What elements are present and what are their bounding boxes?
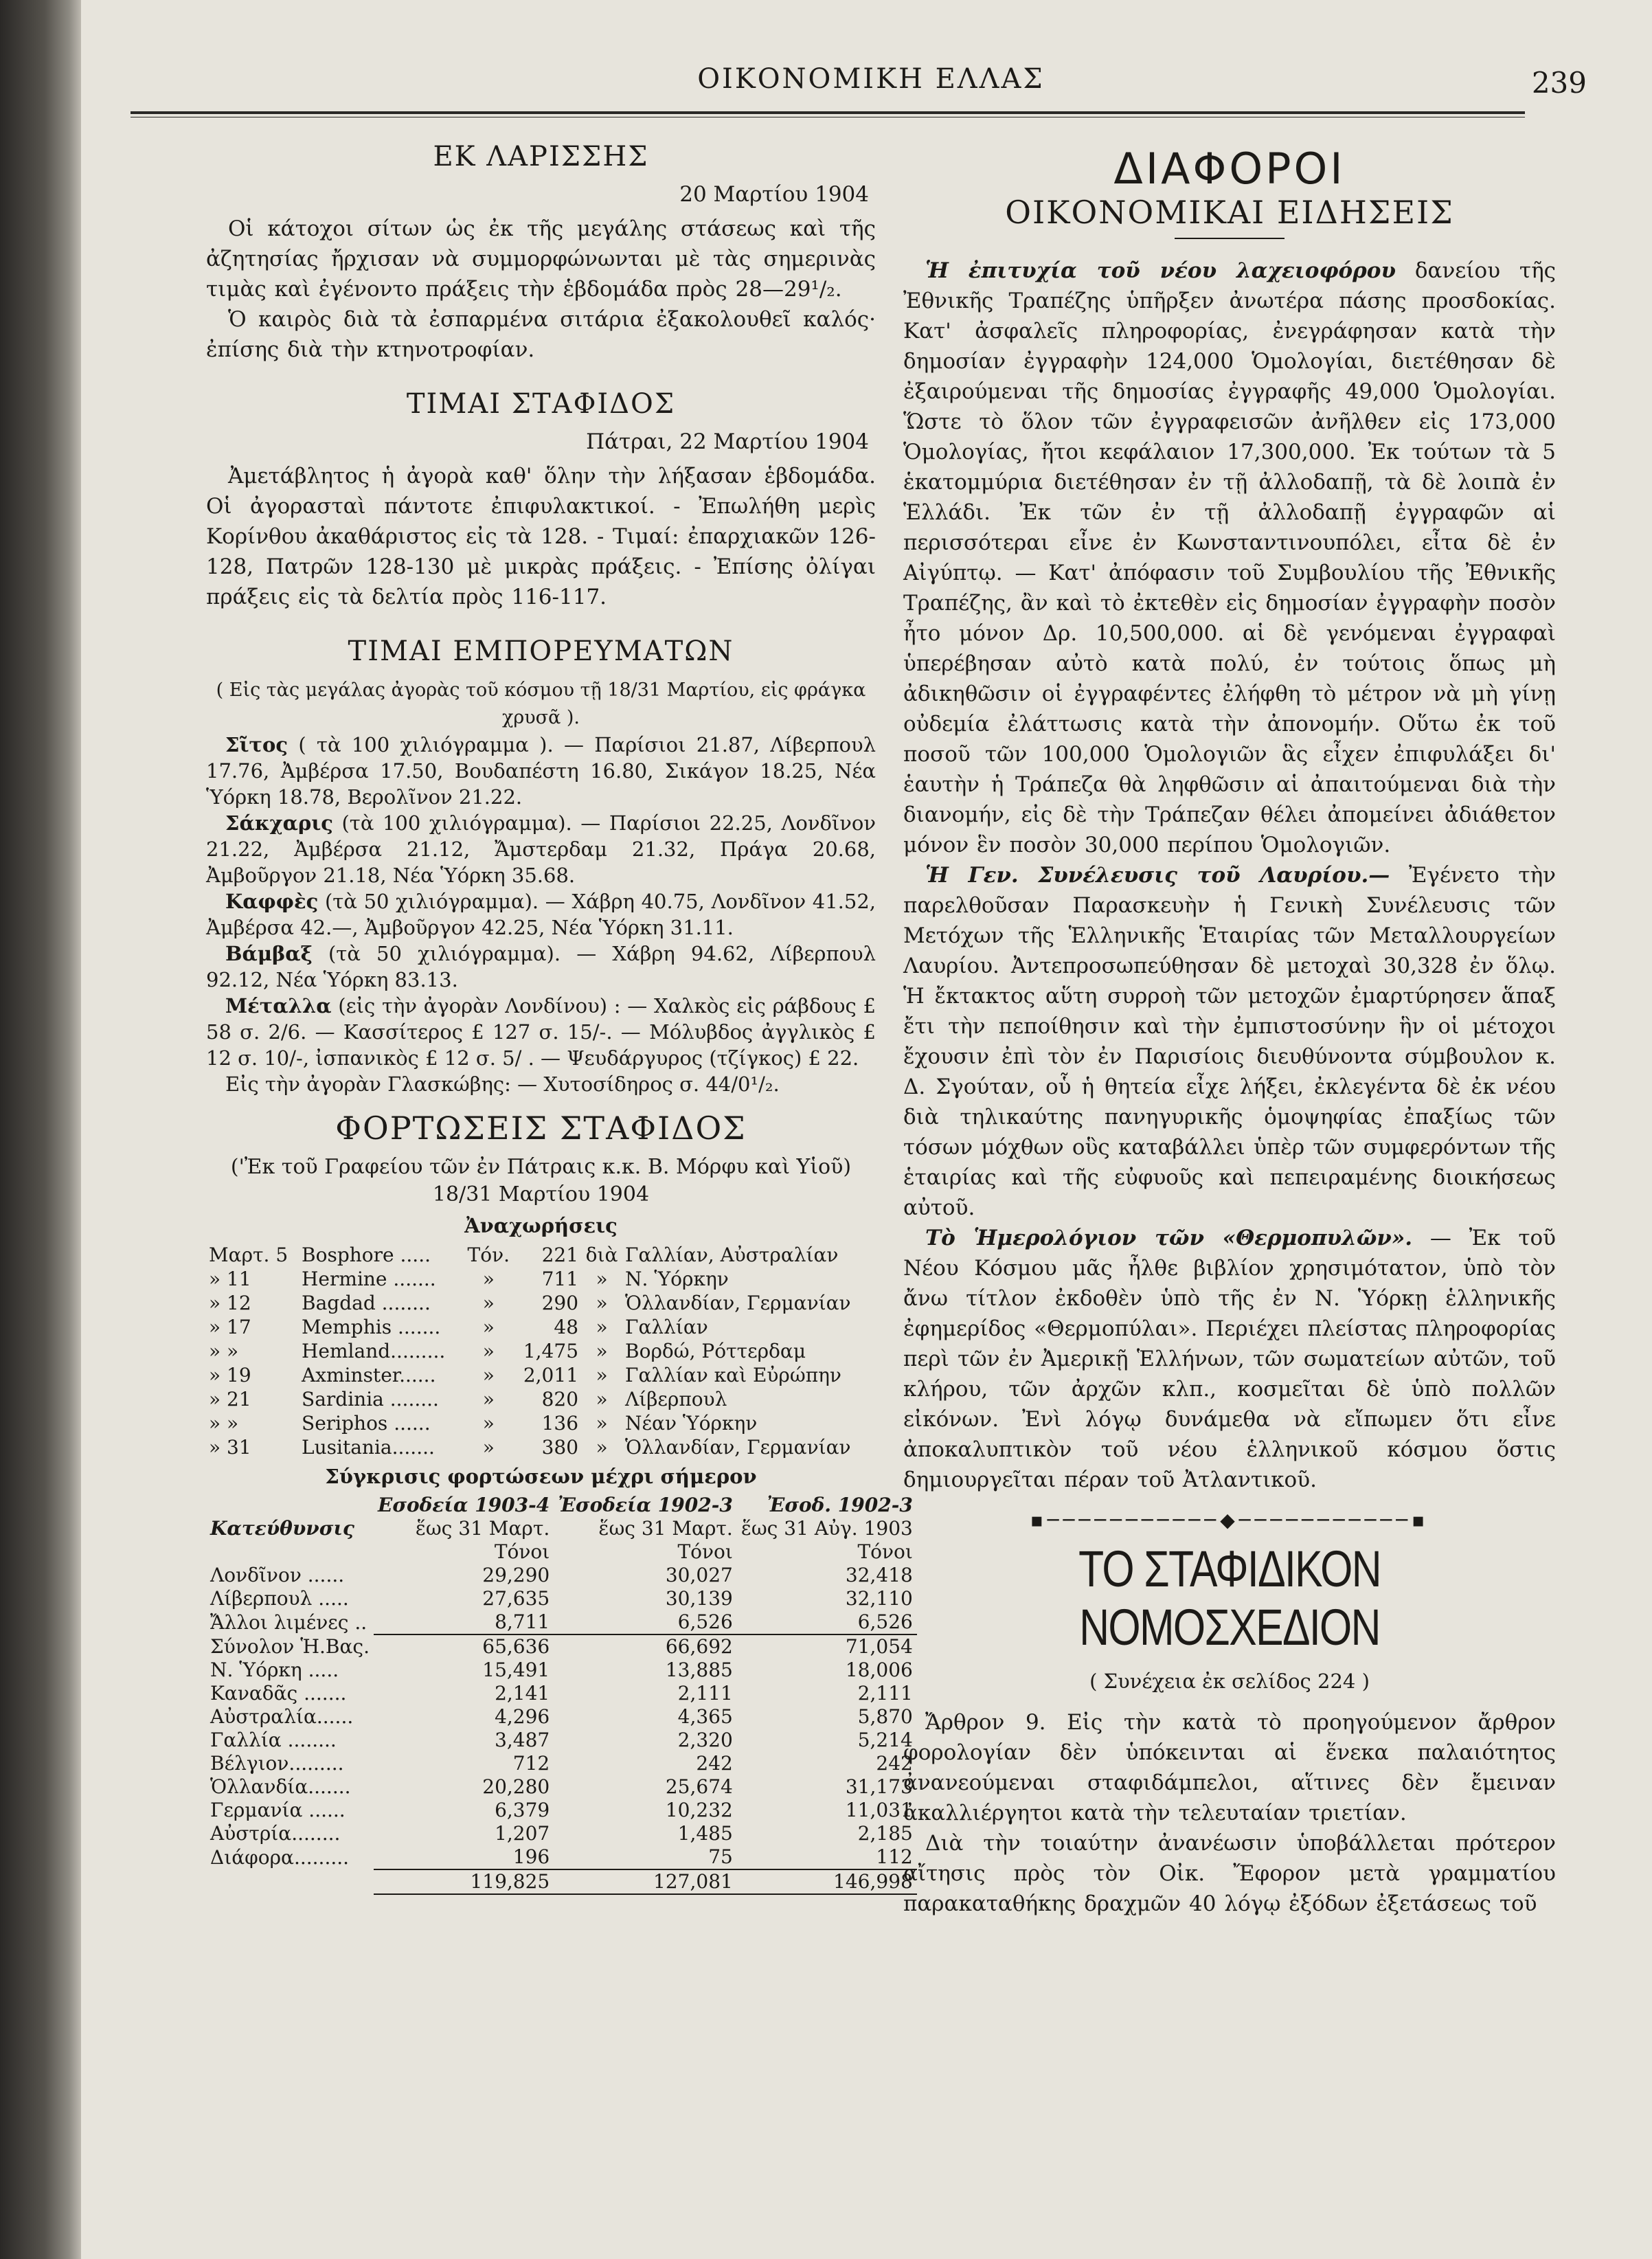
departure-day: » » bbox=[209, 1412, 239, 1435]
col-sub-2: ἕως 31 Μαρτ. bbox=[598, 1517, 733, 1540]
comparison-value: 32,418 bbox=[845, 1564, 913, 1586]
stafis-prices-title: ΤΙΜΑΙ ΣΤΑΦΙΔΟΣ bbox=[406, 388, 676, 420]
departure-row bbox=[206, 1243, 876, 1267]
departure-tons: 1,475 bbox=[523, 1340, 579, 1362]
departure-dest: Γαλλίαν bbox=[625, 1316, 708, 1338]
comparison-value: 2,111 bbox=[857, 1682, 913, 1705]
departure-ship: Seriphos ...... bbox=[302, 1412, 431, 1435]
comparison-value: 6,526 bbox=[677, 1610, 733, 1633]
commodity-text: (τὰ 50 χιλιόγραμμα). — Χάβρη 40.75, Λονδῖνον 41.52, Ἀμβέρσα 42.—, Ἀμβοῦργον 42.25, Νέα Ὑόρκη 31.11. bbox=[206, 890, 876, 939]
departure-ship: Lusitania....... bbox=[302, 1436, 435, 1459]
commodity-item bbox=[206, 888, 876, 941]
shipments-date: 18/31 Μαρτίου 1904 bbox=[432, 1182, 650, 1206]
comparison-value: 27,635 bbox=[482, 1587, 550, 1610]
comparison-value: 2,111 bbox=[677, 1682, 733, 1705]
commodity-name: Βάμβαξ bbox=[225, 942, 313, 965]
departure-unit: » bbox=[482, 1436, 495, 1459]
departure-day: » 21 bbox=[209, 1388, 251, 1411]
comparison-value: 66,692 bbox=[554, 1634, 737, 1659]
comparison-value: 15,491 bbox=[482, 1659, 550, 1681]
departure-day: » 11 bbox=[209, 1268, 251, 1290]
departure-dest: Ὁλλανδίαν, Γερμανίαν bbox=[625, 1436, 851, 1459]
lavrion-meeting-text: Ἐγένετο τὴν παρελθοῦσαν Παρασκευὴν ἡ Γενικὴ Συνέλευσις τῶν Μετόχων τῆς Ἑλληνικῆς Ἑταιρίας τῶν Μεταλλουργείων Λαυρίου. Ἀντεπροσωπεύθησαν δὲ μετοχαὶ 30,328 ἐν ὅλῳ. Ἡ ἔκτακτος αὕτη συρροὴ τῶν μετοχῶν ἐμαρτύρησεν ἅπαξ ἔτι τὴν πεποίθησιν καὶ τὴν ἐμπιστοσύνην ἣν οἱ μέτοχοι ἔχουσιν ἐπὶ τὸν ἐν Παρισίοις διευθύνοντα σύμβουλον κ. Δ. Σγούταν, οὗ ἡ θητεία εἶχε λήξει, ἐκλεγέντα δὲ ἐκ νέου διὰ τηλικαύτης πανηγυρικῆς ὁμοψηφίας ἐπαξίως τῶν τόσων μόχθων οὓς καταβάλλει ὑπὲρ τῶν συμφερόντων τῆς ἑταιρίας καὶ τῆς εὐφυοῦς καὶ πεπειραμένης διοικήσεως αὐτοῦ. bbox=[903, 863, 1556, 1220]
running-title: ΟΙΚΟΝΟΜΙΚΗ ΕΛΛΑΣ bbox=[697, 63, 1045, 95]
commodity-name: Σάκχαρις bbox=[225, 811, 333, 835]
comparison-destination: Καναδᾶς ....... bbox=[210, 1682, 347, 1705]
departure-ship: Bagdad ........ bbox=[302, 1292, 431, 1314]
departure-unit: » bbox=[482, 1340, 495, 1362]
comparison-value: 2,141 bbox=[495, 1682, 550, 1705]
comparison-value: 65,636 bbox=[374, 1634, 554, 1659]
unit-3: Τόνοι bbox=[857, 1540, 913, 1563]
comparison-value: 8,711 bbox=[495, 1610, 550, 1633]
comparison-table bbox=[206, 1494, 917, 1895]
comparison-value: 1,207 bbox=[495, 1822, 550, 1845]
comparison-value: 71,054 bbox=[737, 1634, 917, 1659]
commodity-name: Καφφὲς bbox=[225, 890, 319, 913]
page-number: 239 bbox=[1531, 66, 1587, 100]
departure-via: » bbox=[596, 1340, 608, 1362]
departure-dest: Λίβερπουλ bbox=[625, 1388, 727, 1411]
comparison-row bbox=[206, 1659, 917, 1682]
departure-ship: Bosphore ..... bbox=[302, 1244, 431, 1266]
departure-day: » 31 bbox=[209, 1436, 251, 1459]
commodity-item bbox=[206, 810, 876, 888]
thermopylae-almanac-text: — Ἐκ τοῦ Νέου Κόσμου μᾶς ἦλθε βιβλίον χρησιμότατον, ὑπὸ τὸν ἄνω τίτλον ἐκδοθὲν ὑπὸ τῆς ἐν Ν. Ὑόρκῃ ἑλληνικῆς ἐφημερίδος «Θερμοπύλαι». Περιέχει πλείστας πληροφορίας περὶ τῶν ἐν Ἀμερικῇ Ἑλλήνων, τῶν σωματείων αὐτῶν, τοῦ κλήρου, τῶν ἀρχῶν κλπ., κοσμεῖται δὲ ὑπὸ πολλῶν εἰκόνων. Ἐνὶ λόγῳ δυνάμεθα νὰ εἴπωμεν ὅτι εἶνε ἀποκαλυπτικὸν τοῦ νέου ἑλληνικοῦ κόσμου ὅστις δημιουργεῖται πέραν τοῦ Ἀτλαντικοῦ. bbox=[903, 1226, 1556, 1492]
comparison-destination: Διάφορα......... bbox=[210, 1845, 350, 1869]
commodity-list bbox=[206, 732, 876, 1071]
comparison-value: 712 bbox=[512, 1752, 550, 1775]
comparison-destination: Αὐστρία........ bbox=[210, 1822, 341, 1845]
departure-via: » bbox=[596, 1268, 608, 1290]
departure-ship: Hermine ....... bbox=[302, 1268, 436, 1290]
comparison-value: 2,320 bbox=[677, 1729, 733, 1751]
comparison-destination: Ὁλλανδία....... bbox=[210, 1775, 351, 1798]
departure-unit: Τόν. bbox=[467, 1244, 510, 1266]
raisin-bill-paragraph-2: Διὰ τὴν τοιαύτην ἀνανέωσιν ὑποβάλλεται πρότερον αἴτησις πρὸς τὸν Οἰκ. Ἔφορον μετὰ γραμματίου παρακαταθήκης δραχμῶν 40 λόγῳ ἐξόδων ἐξετάσεως τοῦ bbox=[903, 1831, 1556, 1916]
departure-dest: Νέαν Ὑόρκην bbox=[625, 1412, 758, 1435]
lavrion-meeting-lead: Ἡ Γεν. Συνέλευσις τοῦ Λαυρίου.— bbox=[925, 863, 1390, 888]
departure-unit: » bbox=[482, 1316, 495, 1338]
comparison-value: 2,185 bbox=[857, 1822, 913, 1845]
comparison-value: 1,485 bbox=[677, 1822, 733, 1845]
commodity-text: (τὰ 50 χιλιόγραμμα). — Χάβρη 94.62, Λίβερπουλ 92.12, Νέα Ὑόρκη 83.13. bbox=[206, 942, 876, 991]
comparison-value: 4,365 bbox=[677, 1705, 733, 1728]
col-sub-1: ἕως 31 Μαρτ. bbox=[415, 1517, 550, 1540]
comparison-row bbox=[206, 1845, 917, 1869]
departure-via: » bbox=[596, 1292, 608, 1314]
commodity-text: ( τὰ 100 χιλιόγραμμα ). — Παρίσιοι 21.87, Λίβερπουλ 17.76, Ἀμβέρσα 17.50, Βουδαπέστη 16.80, Σικάγον 18.25, Νέα Ὑόρκη 18.78, Βερολῖνον 21.22. bbox=[206, 733, 876, 809]
departure-dest: Γαλλίαν καὶ Εὐρώπην bbox=[625, 1364, 841, 1386]
departure-unit: » bbox=[482, 1364, 495, 1386]
departures-table bbox=[206, 1243, 876, 1459]
unit-2: Τόνοι bbox=[677, 1540, 733, 1563]
commodity-item bbox=[206, 732, 876, 810]
comparison-value: 31,173 bbox=[845, 1775, 913, 1798]
commodity-prices-title: ΤΙΜΑΙ ΕΜΠΟΡΕΥΜΑΤΩΝ bbox=[348, 636, 734, 667]
comparison-value: 119,825 bbox=[374, 1869, 554, 1894]
departure-tons: 221 bbox=[541, 1244, 579, 1266]
comparison-value: 30,139 bbox=[665, 1587, 733, 1610]
comparison-row bbox=[206, 1564, 917, 1587]
comparison-row bbox=[206, 1634, 917, 1659]
commodity-item bbox=[206, 941, 876, 993]
raisin-bill-article-9: Ἄρθρον 9. Εἰς τὴν κατὰ τὸ προηγούμενον ἄρθρον φορολογίαν δὲν ὑπόκεινται αἱ ἕνεκα παλαιότητος ἀνανεούμεναι σταφιδάμπελοι, αἵτινες δὲν ἔμειναν ἀκαλλιέργητοι κατὰ τὴν τελευταίαν τριετίαν. bbox=[903, 1710, 1556, 1825]
comparison-destination: Γαλλία ........ bbox=[210, 1729, 337, 1751]
comparison-value: 29,290 bbox=[482, 1564, 550, 1586]
departure-via: » bbox=[596, 1316, 608, 1338]
comparison-value: 11,031 bbox=[845, 1799, 913, 1821]
departure-row bbox=[206, 1267, 876, 1291]
comparison-destination: Ν. Ὑόρκη ..... bbox=[210, 1659, 339, 1681]
commodity-text: (εἰς τὴν ἀγορὰν Λονδίνου) : — Χαλκὸς εἰς ράβδους £ 58 σ. 2/6. — Κασσίτερος £ 127 σ. 15/-. — Μόλυβδος ἀγγλικὸς £ 12 σ. 10/-, ἰσπανικὸς £ 12 σ. 5/ . — Ψευδάργυρος (τζίγκος) £ 22. bbox=[206, 994, 876, 1070]
departure-ship: Sardinia ........ bbox=[302, 1388, 439, 1411]
thermopylae-almanac-lead: Τὸ Ἡμερολόγιον τῶν «Θερμοπυλῶν». bbox=[925, 1226, 1413, 1250]
shipments-title: ΦΟΡΤΩΣΕΙΣ ΣΤΑΦΙΔΟΣ bbox=[335, 1110, 747, 1147]
departure-ship: Axminster...... bbox=[302, 1364, 436, 1386]
larisa-paragraph-2: Ὁ καιρὸς διὰ τὰ ἐσπαρμένα σιτάρια ἐξακολουθεῖ καλός· ἐπίσης διὰ τὴν κτηνοτροφίαν. bbox=[206, 307, 876, 362]
comparison-value: 75 bbox=[708, 1845, 733, 1868]
left-column bbox=[206, 141, 913, 1895]
comparison-value: 127,081 bbox=[554, 1869, 737, 1894]
comparison-destination bbox=[206, 1869, 374, 1894]
comparison-value: 30,027 bbox=[665, 1564, 733, 1586]
commodity-name: Σῖτος bbox=[225, 733, 288, 756]
departure-row bbox=[206, 1387, 876, 1411]
commodity-item bbox=[206, 993, 876, 1071]
departure-day: » 12 bbox=[209, 1292, 251, 1314]
comparison-value: 146,998 bbox=[737, 1869, 917, 1894]
commodity-prices-note: ( Εἰς τὰς μεγάλας ἀγορὰς τοῦ κόσμου τῇ 18/31 Μαρτίου, εἰς φράγκα χρυσᾶ ). bbox=[216, 679, 866, 728]
lottery-loan-text: δανείου τῆς Ἐθνικῆς Τραπέζης ὑπῆρξεν ἀνωτέρα πάσης προσδοκίας. Κατ' ἀσφαλεῖς πληροφορίας, ἐνεγράφησαν κατὰ τὴν δημοσίαν ἐγγραφὴν 124,000 Ὁμολογίαι, διετέθησαν δὲ ἐξαιρούμεναι τῆς δημοσίας ἐγγραφῆς 49,000 Ὁμολογίαι. Ὥστε τὸ ὅλον τῶν ἐγγραφεισῶν ἀνῆλθεν εἰς 173,000 Ὁμολογίας, ἤτοι κεφάλαιον 17,300,000. Ἐκ τούτων τὰ 5 ἑκατομμύρια διετέθησαν ἐν τῇ ἀλλοδαπῇ, τὰ δὲ λοιπὰ ἐν Ἑλλάδι. Ἐκ τῶν ἐν τῇ ἀλλοδαπῇ ἐγγραφῶν αἱ περισσότεραι εἶνε ἐν Κωνσταντινουπόλει, εἶτα δὲ ἐν Αἰγύπτῳ. — Κατ' ἀπόφασιν τοῦ Συμβουλίου τῆς Ἐθνικῆς Τραπέζης, ἂν καὶ τὸ ἐκτεθὲν εἰς δημοσίαν ἐγγραφὴν ποσὸν ἦτο μόνον Δρ. 10,500,000. αἱ δὲ γενόμεναι ἐγγραφαὶ ὑπερέβησαν αὐτὸ κατὰ πολύ, ἐν τούτοις ὅπως μὴ ἀδικηθῶσιν οἱ ἐγγραφέντες ἐλήφθη τὸ μέτρον νὰ μὴ γίνῃ οὐδεμία ἐλάττωσις κατὰ τὴν ἀπονομήν. Οὕτω ἐκ τοῦ ποσοῦ τῶν 100,000 Ὁμολογιῶν ἃς εἶχεν ἐπιφυλάξει δι' ἑαυτὴν ἡ Τράπεζα θὰ ληφθῶσιν αἱ ἀπαιτούμεναι διὰ τὴν διανομήν, εἰς δὲ τὴν Τράπεζαν θέλει ἀπομείνει ἀδιάθετον μόνον ἓν ποσὸν 30,000 περίπου Ὁμολογιῶν. bbox=[903, 258, 1557, 857]
departure-unit: » bbox=[482, 1292, 495, 1314]
larisa-date: 20 Μαρτίου 1904 bbox=[679, 182, 869, 207]
departure-row bbox=[206, 1339, 876, 1363]
departure-unit: » bbox=[482, 1388, 495, 1411]
departure-day: Μαρτ. 5 bbox=[209, 1244, 288, 1266]
right-column bbox=[903, 141, 1556, 1919]
departure-row bbox=[206, 1315, 876, 1339]
departure-tons: 136 bbox=[541, 1412, 579, 1435]
departure-row bbox=[206, 1363, 876, 1387]
col-head-blank bbox=[206, 1494, 374, 1517]
departure-tons: 820 bbox=[541, 1388, 579, 1411]
comparison-row bbox=[206, 1587, 917, 1610]
larisa-paragraph-1: Οἱ κάτοχοι σίτων ὡς ἐκ τῆς μεγάλης στάσεως καὶ τῆς ἀζητησίας ἤρχισαν νὰ συμμορφώνωνται μὲ τὰς σημερινὰς τιμὰς καὶ ἐγένοντο πράξεις τὴν ἑβδομάδα πρὸς 28—29¹/₂. bbox=[206, 216, 876, 302]
departure-tons: 290 bbox=[541, 1292, 579, 1314]
comparison-value: 4,296 bbox=[495, 1705, 550, 1728]
departure-tons: 380 bbox=[541, 1436, 579, 1459]
stafis-paragraph: Ἀμετάβλητος ἡ ἀγορὰ καθ' ὅλην τὴν λήξασαν ἑβδομάδα. Οἱ ἀγορασταὶ πάντοτε ἐπιφυλακτικοί. - Ἐπωλήθη μερὶς Κορίνθου ἀκαθάριστος εἰς τὰ 128. - Τιμαί: ἐπαρχιακῶν 126-128, Πατρῶν 128-130 μὲ μικρὰς πράξεις. - Ἐπίσης ὀλίγαι πράξεις εἰς τὰ δελτία πρὸς 116-117. bbox=[206, 464, 876, 609]
col-head-2: Ἐσοδεία 1902-3 bbox=[558, 1494, 733, 1516]
departure-ship: Hemland......... bbox=[302, 1340, 446, 1362]
larisa-title: ΕΚ ΛΑΡΙΣΣΗΣ bbox=[433, 141, 649, 172]
departures-title: Ἀναχωρήσεις bbox=[464, 1214, 618, 1237]
misc-news-title: ΔΙΑΦΟΡΟΙ bbox=[1113, 144, 1346, 194]
departure-ship: Memphis ....... bbox=[302, 1316, 441, 1338]
departure-row bbox=[206, 1411, 876, 1435]
comparison-value: 112 bbox=[876, 1845, 913, 1868]
comparison-destination: Λίβερπουλ ..... bbox=[210, 1587, 349, 1610]
comparison-destination: Σύνολον Ἡ.Βας. bbox=[210, 1634, 370, 1658]
raisin-bill-title: ΤΟ ΣΤΑΦΙΔΙΚΟΝ ΝΟΜΟΣΧΕΔΙΟΝ bbox=[1078, 1540, 1381, 1656]
lottery-loan-lead: Ἡ ἐπιτυχία τοῦ νέου λαχειοφόρου bbox=[925, 258, 1396, 283]
comparison-destination: Ἄλλοι λιμένες .. bbox=[210, 1610, 367, 1634]
book-binding bbox=[0, 0, 81, 2259]
comparison-row bbox=[206, 1775, 917, 1799]
comparison-destination: Λονδῖνον ...... bbox=[210, 1564, 345, 1586]
departure-dest: Ὁλλανδίαν, Γερμανίαν bbox=[625, 1292, 851, 1314]
comparison-destination: Βέλγιον......... bbox=[210, 1752, 344, 1775]
glasgow-line: Εἰς τὴν ἀγορὰν Γλασκώβης: — Χυτοσίδηρος σ. 44/0¹/₂. bbox=[225, 1072, 780, 1096]
comparison-value: 10,232 bbox=[665, 1799, 733, 1821]
comparison-row bbox=[206, 1822, 917, 1845]
misc-news-subtitle: ΟΙΚΟΝΟΜΙΚΑΙ ΕΙΔΗΣΕΙΣ bbox=[1005, 194, 1454, 231]
comparison-row bbox=[206, 1799, 917, 1822]
comparison-row bbox=[206, 1729, 917, 1752]
departure-via: » bbox=[596, 1436, 608, 1459]
comparison-value: 242 bbox=[876, 1752, 913, 1775]
departure-unit: » bbox=[482, 1412, 495, 1435]
departure-tons: 2,011 bbox=[523, 1364, 579, 1386]
comparison-title: Σύγκρισις φορτώσεων μέχρι σήμερον bbox=[325, 1465, 757, 1488]
comparison-value: 5,870 bbox=[857, 1705, 913, 1728]
comparison-value: 13,885 bbox=[665, 1659, 733, 1681]
title-rule bbox=[1175, 238, 1285, 239]
commodity-name: Μέταλλα bbox=[225, 994, 332, 1018]
comparison-value: 6,379 bbox=[495, 1799, 550, 1821]
comparison-value: 3,487 bbox=[495, 1729, 550, 1751]
comparison-value: 32,110 bbox=[845, 1587, 913, 1610]
departure-via: διὰ bbox=[585, 1244, 618, 1266]
departure-unit: » bbox=[482, 1268, 495, 1290]
unit-1: Τόνοι bbox=[494, 1540, 550, 1563]
comparison-row bbox=[206, 1869, 917, 1894]
comparison-value: 20,280 bbox=[482, 1775, 550, 1798]
departure-tons: 711 bbox=[541, 1268, 579, 1290]
comparison-value: 196 bbox=[512, 1845, 550, 1868]
departure-day: » 19 bbox=[209, 1364, 251, 1386]
comparison-value: 18,006 bbox=[845, 1659, 913, 1681]
comparison-destination: Γερμανία ...... bbox=[210, 1799, 346, 1821]
departure-day: » » bbox=[209, 1340, 239, 1362]
ornament-divider: ▪───────────◆───────────▪ bbox=[1030, 1509, 1429, 1531]
comparison-value: 5,214 bbox=[857, 1729, 913, 1751]
departure-via: » bbox=[596, 1412, 608, 1435]
departure-row bbox=[206, 1291, 876, 1315]
departure-row bbox=[206, 1435, 876, 1459]
departure-dest: Γαλλίαν, Αὐστραλίαν bbox=[625, 1244, 839, 1266]
comparison-row bbox=[206, 1705, 917, 1729]
col-head-1: Εσοδεία 1903-4 bbox=[377, 1494, 550, 1516]
departure-via: » bbox=[596, 1388, 608, 1411]
raisin-bill-continuation: ( Συνέχεια ἐκ σελίδος 224 ) bbox=[1089, 1670, 1370, 1693]
departure-tons: 48 bbox=[554, 1316, 579, 1338]
stafis-date: Πάτραι, 22 Μαρτίου 1904 bbox=[586, 429, 869, 454]
departure-dest: Βορδώ, Ρόττερδαμ bbox=[625, 1340, 806, 1362]
comparison-value: 242 bbox=[696, 1752, 733, 1775]
departure-day: » 17 bbox=[209, 1316, 251, 1338]
commodity-text: (τὰ 100 χιλιόγραμμα). — Παρίσιοι 22.25, Λονδῖνον 21.22, Ἀμβέρσα 21.12, Ἄμστερδαμ 21.32, Πράγα 20.68, Ἀμβοῦργον 21.18, Νέα Ὑόρκη 35.68. bbox=[206, 811, 876, 887]
col-sub-3: ἕως 31 Αὐγ. 1903 bbox=[740, 1517, 913, 1540]
header-rule bbox=[131, 111, 1525, 114]
departure-via: » bbox=[596, 1364, 608, 1386]
comparison-row bbox=[206, 1752, 917, 1775]
col-sub-direction: Κατεύθυνσις bbox=[210, 1517, 354, 1540]
comparison-row bbox=[206, 1610, 917, 1634]
col-head-3: Ἐσοδ. 1902-3 bbox=[767, 1494, 913, 1516]
departure-dest: Ν. Ὑόρκην bbox=[625, 1268, 729, 1290]
shipments-source: ('Ἐκ τοῦ Γραφείου τῶν ἐν Πάτραις κ.κ. Β. Μόρφυ καὶ Υἱοῦ) bbox=[230, 1155, 852, 1179]
comparison-value: 25,674 bbox=[665, 1775, 733, 1798]
comparison-destination: Αὐστραλία...... bbox=[210, 1705, 354, 1728]
comparison-row bbox=[206, 1682, 917, 1705]
comparison-value: 6,526 bbox=[857, 1610, 913, 1633]
